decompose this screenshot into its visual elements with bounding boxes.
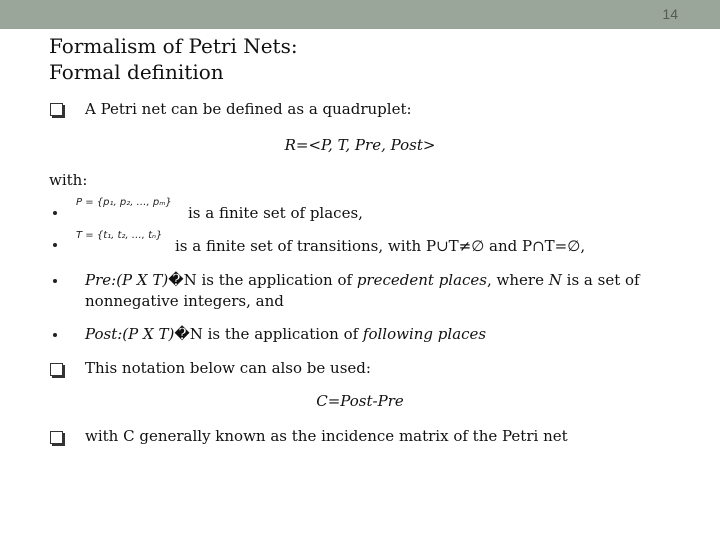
intro-text: A Petri net can be defined as a quadruplet: xyxy=(85,100,412,118)
pre-text-b: precedent places xyxy=(356,271,488,289)
pre-definition xyxy=(85,270,645,312)
quadruplet-formula: R=<P, T, Pre, Post> xyxy=(284,136,436,154)
post-lead: Post:(P X T) xyxy=(85,325,175,343)
post-definition xyxy=(85,324,486,345)
title-line-1: Formalism of Petri Nets: xyxy=(49,34,298,58)
checkbox-bullet-icon xyxy=(50,431,63,444)
transitions-description: is a finite set of transitions, with P∪T≠∅ and P∩T=∅, xyxy=(175,237,586,255)
notation-intro: This notation below can also be used: xyxy=(85,359,371,377)
places-set-formula: P = {p₁, p₂, …, pₘ} xyxy=(76,197,172,208)
incidence-text: with C generally known as the incidence matrix of the Petri net xyxy=(85,427,568,445)
bullet-dot-icon xyxy=(53,211,57,215)
page-number: 14 xyxy=(662,6,678,22)
incidence-formula: C=Post-Pre xyxy=(316,392,404,410)
pre-lead: Pre:(P X T) xyxy=(85,271,169,289)
places-description: is a finite set of places, xyxy=(188,204,363,222)
checkbox-bullet-icon xyxy=(50,103,63,116)
pre-text-e: is a set of xyxy=(561,271,640,289)
bullet-dot-icon xyxy=(53,243,57,247)
post-text-a: N is the application of xyxy=(189,325,363,343)
slide-title xyxy=(49,33,298,85)
missing-glyph: � xyxy=(174,325,190,343)
checkbox-bullet-icon xyxy=(50,363,63,376)
title-line-2: Formal definition xyxy=(49,60,224,84)
top-bar xyxy=(0,0,720,29)
post-text-b: following places xyxy=(362,325,487,343)
pre-text-d: N xyxy=(548,271,562,289)
bullet-dot-icon xyxy=(53,333,57,337)
pre-text-c: , where xyxy=(487,271,549,289)
transitions-set-formula: T = {t₁, t₂, …, tₙ} xyxy=(76,230,163,241)
pre-text-a: N is the application of xyxy=(183,271,357,289)
missing-glyph: � xyxy=(168,271,184,289)
with-label: with: xyxy=(49,171,88,189)
bullet-dot-icon xyxy=(53,279,57,283)
pre-text-f: nonnegative integers, and xyxy=(85,292,284,310)
